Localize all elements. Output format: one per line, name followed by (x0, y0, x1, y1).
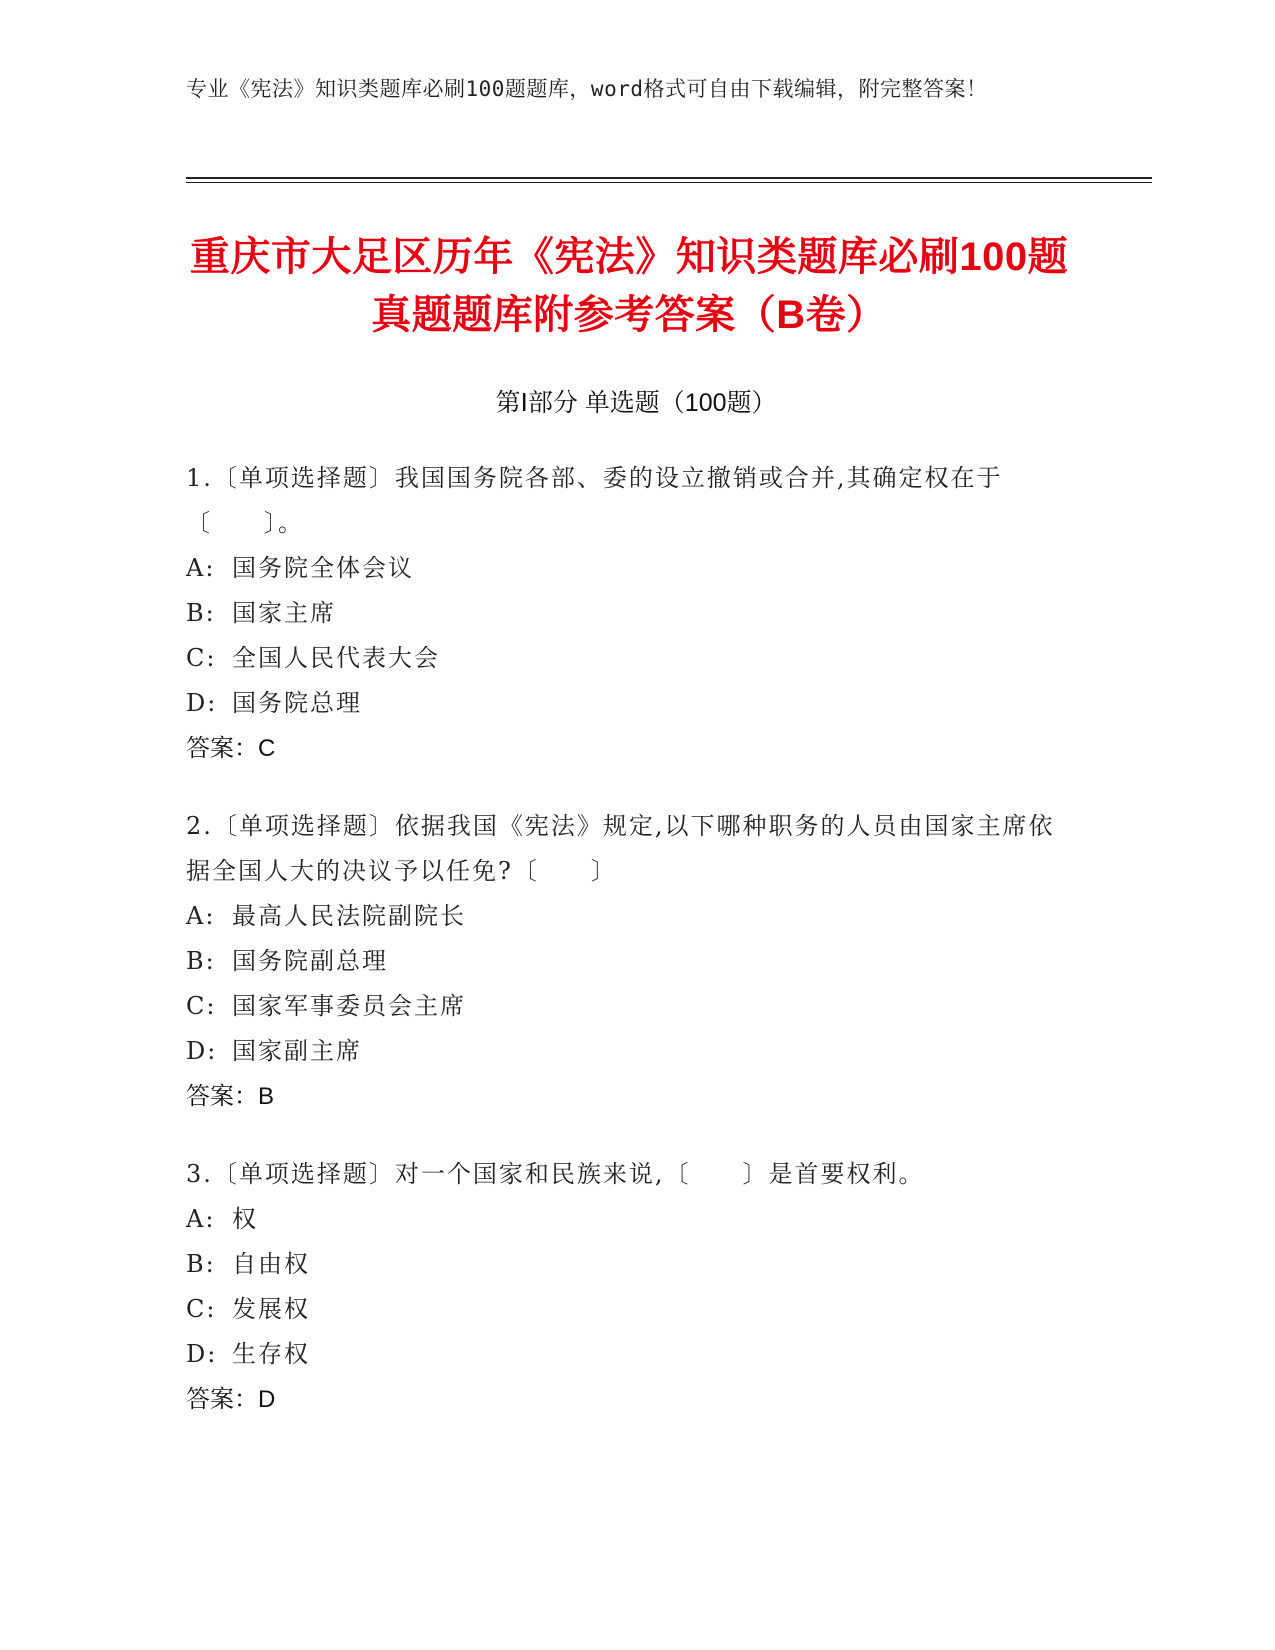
option-text: 权 (232, 1205, 258, 1233)
option-c (186, 1287, 1066, 1332)
option-b (186, 591, 1066, 636)
option-d (186, 1029, 1066, 1074)
option-key: C: (186, 1295, 217, 1323)
option-b (186, 939, 1066, 984)
option-key: B: (186, 1250, 216, 1278)
option-text: 全国人民代表大会 (232, 644, 440, 672)
option-text: 最高人民法院副院长 (232, 902, 466, 930)
option-text: 国务院全体会议 (232, 554, 414, 582)
option-text: 国务院副总理 (232, 947, 388, 975)
option-text: 国家主席 (232, 599, 336, 627)
option-key: D: (186, 1037, 218, 1065)
section-heading: 第Ⅰ部分 单选题（100题） (495, 389, 777, 417)
option-a (186, 894, 1066, 939)
question-stem: 2.〔单项选择题〕依据我国《宪法》规定,以下哪种职务的人员由国家主席依据全国人大的决议予以任免?〔 〕 (186, 812, 1055, 885)
option-a (186, 546, 1066, 591)
answer-line: 答案：C (186, 735, 276, 762)
option-text: 国务院总理 (232, 689, 362, 717)
option-text: 生存权 (232, 1340, 310, 1368)
header-note: 专业《宪法》知识类题库必刷100题题库，word格式可自由下载编辑，附完整答案！ (186, 77, 988, 101)
answer-line: 答案：D (186, 1386, 276, 1413)
option-text: 国家副主席 (232, 1037, 362, 1065)
document-title: 重庆市大足区历年《宪法》知识类题库必刷100题真题题库附参考答案（B卷） (189, 235, 1069, 337)
option-key: A: (186, 554, 216, 582)
header-divider-thin (186, 182, 1152, 183)
option-c (186, 984, 1066, 1029)
answer-line: 答案：B (186, 1083, 275, 1110)
option-key: A: (186, 902, 216, 930)
option-c (186, 636, 1066, 681)
header-divider-thick (186, 177, 1152, 179)
option-text: 自由权 (232, 1250, 310, 1278)
option-key: C: (186, 992, 217, 1020)
option-key: C: (186, 644, 217, 672)
question-1 (186, 456, 1066, 771)
option-d (186, 1332, 1066, 1377)
question-stem: 1.〔单项选择题〕我国国务院各部、委的设立撤销或合并,其确定权在于〔 〕。 (186, 464, 1003, 537)
option-text: 发展权 (232, 1295, 310, 1323)
option-key: A: (186, 1205, 216, 1233)
option-key: B: (186, 947, 216, 975)
option-a (186, 1197, 1066, 1242)
option-key: D: (186, 1340, 218, 1368)
option-d (186, 681, 1066, 726)
question-stem: 3.〔单项选择题〕对一个国家和民族来说,〔 〕是首要权利。 (186, 1160, 925, 1188)
option-key: D: (186, 689, 218, 717)
option-key: B: (186, 599, 216, 627)
option-text: 国家军事委员会主席 (232, 992, 466, 1020)
question-3 (186, 1152, 1066, 1422)
option-b (186, 1242, 1066, 1287)
question-2 (186, 804, 1066, 1119)
